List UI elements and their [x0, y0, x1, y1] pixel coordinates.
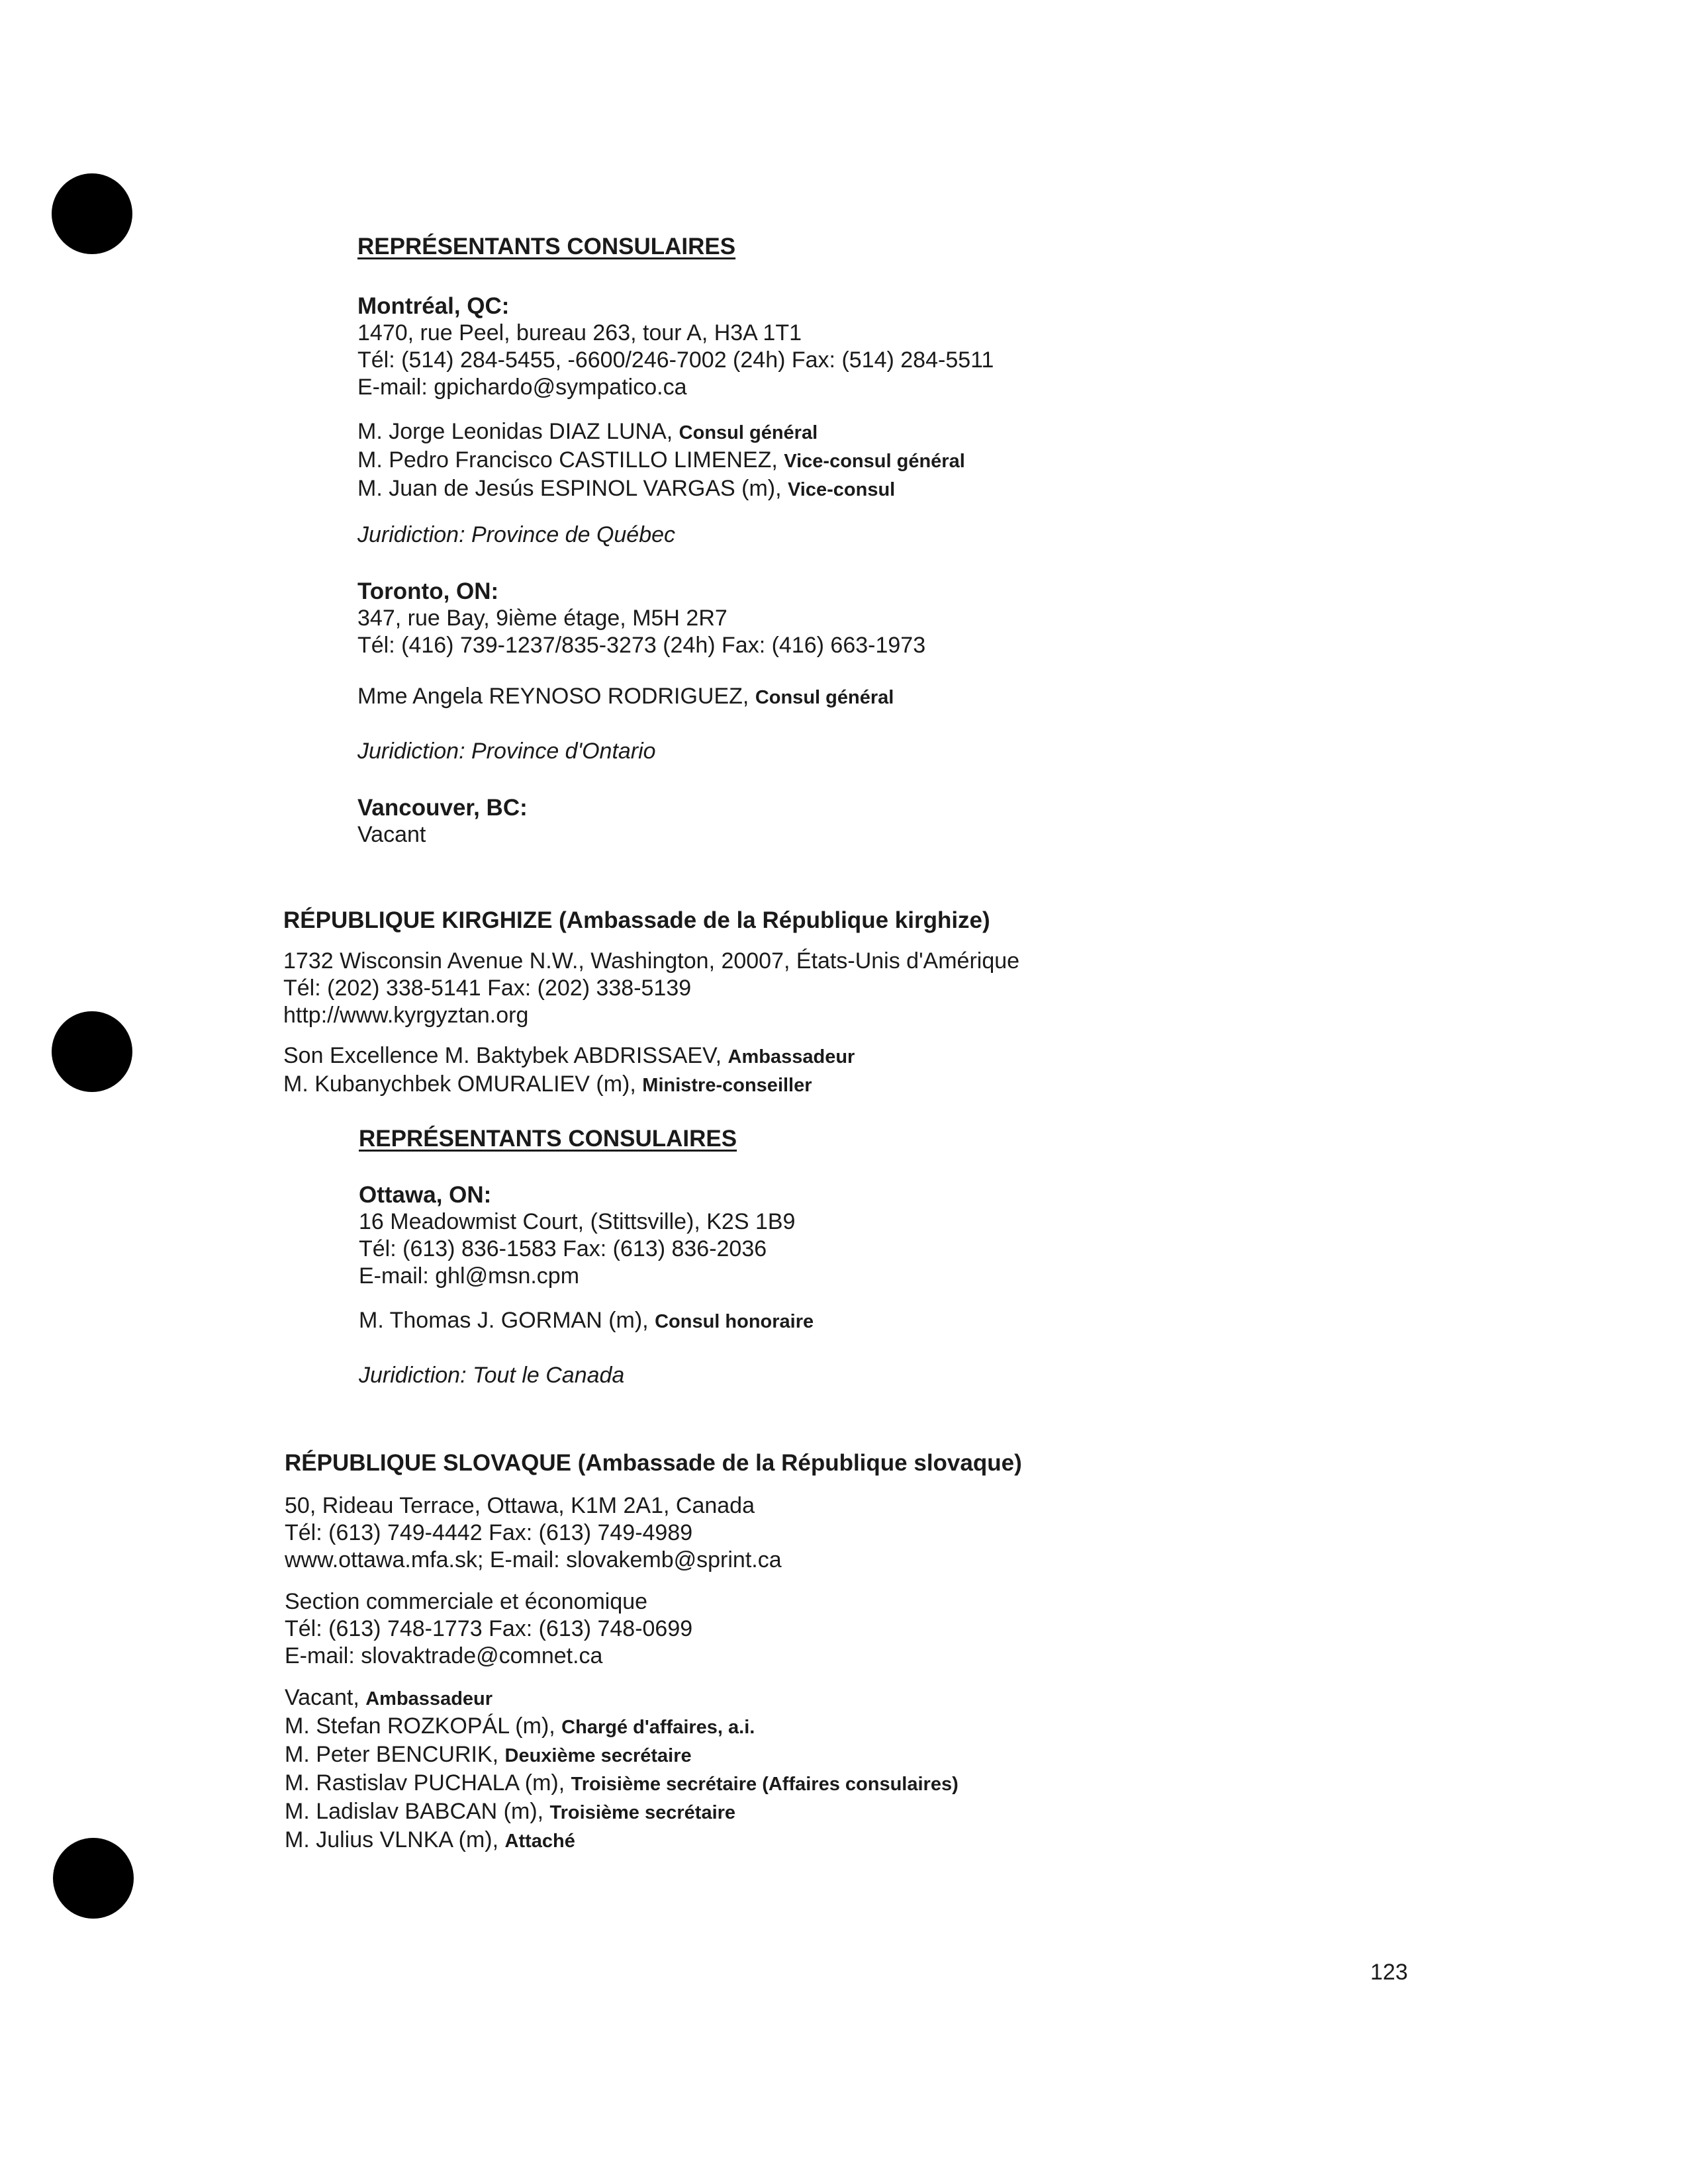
- kirghize-phone: Tél: (202) 338-5141 Fax: (202) 338-5139: [283, 976, 692, 1001]
- montreal-section: [357, 293, 994, 401]
- staff-role: Ambassadeur: [727, 1046, 855, 1068]
- montreal-staff: [357, 418, 965, 504]
- slovaque-web-email: www.ottawa.mfa.sk; E-mail: slovakemb@sprint.ca: [285, 1547, 782, 1572]
- staff-entry: [357, 418, 965, 447]
- slovaque-heading: RÉPUBLIQUE SLOVAQUE (Ambassade de la République slovaque): [285, 1450, 1022, 1476]
- kirghize-staff: [283, 1042, 855, 1099]
- consular-title-1: REPRÉSENTANTS CONSULAIRES: [357, 234, 736, 259]
- staff-name: M. Peter BENCURIK,: [285, 1742, 505, 1767]
- staff-name: M. Kubanychbek OMURALIEV (m),: [283, 1071, 643, 1097]
- punch-hole-bottom: [53, 1838, 134, 1919]
- montreal-phone: Tél: (514) 284-5455, -6600/246-7002 (24h) Fax: (514) 284-5511: [357, 347, 994, 373]
- staff-role: Consul général: [679, 422, 818, 443]
- staff-entry: [285, 1798, 959, 1827]
- vancouver-section: [357, 794, 528, 848]
- staff-name: M. Thomas J. GORMAN (m),: [359, 1308, 655, 1333]
- toronto-city: Toronto, ON:: [357, 578, 499, 604]
- consular-title-2: REPRÉSENTANTS CONSULAIRES: [359, 1126, 737, 1152]
- ottawa-address: 16 Meadowmist Court, (Stittsville), K2S 1B9: [359, 1209, 796, 1234]
- punch-hole-middle: [52, 1011, 132, 1092]
- staff-entry: [357, 683, 894, 711]
- slovaque-contact: [285, 1492, 782, 1574]
- staff-entry: [285, 1741, 959, 1770]
- commercial-phone: Tél: (613) 748-1773 Fax: (613) 748-0699: [285, 1616, 693, 1641]
- commercial-email: E-mail: slovaktrade@comnet.ca: [285, 1643, 603, 1668]
- commercial-title: Section commerciale et économique: [285, 1589, 648, 1614]
- ottawa-phone: Tél: (613) 836-1583 Fax: (613) 836-2036: [359, 1236, 767, 1261]
- staff-entry: [285, 1827, 959, 1855]
- ottawa-jurisdiction: Juridiction: Tout le Canada: [359, 1363, 625, 1388]
- slovaque-staff: [285, 1684, 959, 1855]
- vancouver-status: Vacant: [357, 822, 426, 847]
- staff-name: M. Jorge Leonidas DIAZ LUNA,: [357, 419, 679, 444]
- toronto-jurisdiction: Juridiction: Province d'Ontario: [357, 739, 656, 764]
- kirghize-address: 1732 Wisconsin Avenue N.W., Washington, 20007, États-Unis d'Amérique: [283, 948, 1020, 974]
- toronto-section: [357, 578, 925, 659]
- staff-role: Vice-consul: [787, 479, 896, 500]
- toronto-staff: [357, 683, 894, 711]
- staff-entry: [357, 475, 965, 504]
- kirghize-heading: RÉPUBLIQUE KIRGHIZE (Ambassade de la République kirghize): [283, 907, 990, 933]
- montreal-email: E-mail: gpichardo@sympatico.ca: [357, 375, 687, 400]
- montreal-city: Montréal, QC:: [357, 293, 510, 319]
- ottawa-email: E-mail: ghl@msn.cpm: [359, 1263, 580, 1289]
- ottawa-city: Ottawa, ON:: [359, 1182, 492, 1208]
- slovaque-phone: Tél: (613) 749-4442 Fax: (613) 749-4989: [285, 1520, 693, 1545]
- montreal-address: 1470, rue Peel, bureau 263, tour A, H3A 1T1: [357, 320, 802, 345]
- staff-role: Attaché: [504, 1831, 575, 1852]
- staff-name: M. Julius VLNKA (m),: [285, 1827, 505, 1852]
- staff-role: Chargé d'affaires, a.i.: [561, 1717, 755, 1738]
- staff-entry: [285, 1684, 959, 1713]
- staff-role: Vice-consul général: [784, 451, 965, 472]
- ottawa-staff: [359, 1307, 814, 1336]
- punch-hole-top: [52, 173, 132, 254]
- staff-role: Consul honoraire: [655, 1311, 814, 1332]
- staff-role: Troisième secrétaire (Affaires consulaires): [571, 1774, 959, 1795]
- page-number: 123: [1370, 1960, 1408, 1985]
- staff-name: M. Pedro Francisco CASTILLO LIMENEZ,: [357, 447, 784, 473]
- staff-name: M. Stefan ROZKOPÁL (m),: [285, 1713, 562, 1739]
- toronto-address: 347, rue Bay, 9ième étage, M5H 2R7: [357, 606, 727, 631]
- slovaque-commercial: [285, 1588, 692, 1670]
- montreal-jurisdiction: Juridiction: Province de Québec: [357, 522, 676, 547]
- staff-role: Consul général: [755, 687, 894, 708]
- staff-entry: [285, 1713, 959, 1741]
- staff-entry: [283, 1071, 855, 1099]
- kirghize-contact: [283, 948, 1019, 1029]
- slovaque-address: 50, Rideau Terrace, Ottawa, K1M 2A1, Canada: [285, 1493, 755, 1518]
- kirghize-web: http://www.kyrgyztan.org: [283, 1003, 529, 1028]
- ottawa-section: [359, 1181, 795, 1290]
- staff-entry: [285, 1770, 959, 1798]
- staff-role: Ministre-conseiller: [642, 1075, 812, 1096]
- staff-name: Mme Angela REYNOSO RODRIGUEZ,: [357, 684, 755, 709]
- staff-entry: [357, 447, 965, 475]
- toronto-phone: Tél: (416) 739-1237/835-3273 (24h) Fax: (416) 663-1973: [357, 633, 926, 658]
- staff-role: Ambassadeur: [365, 1688, 493, 1709]
- staff-entry: [283, 1042, 855, 1071]
- staff-name: M. Juan de Jesús ESPINOL VARGAS (m),: [357, 476, 788, 501]
- vancouver-city: Vancouver, BC:: [357, 795, 528, 821]
- staff-name: M. Rastislav PUCHALA (m),: [285, 1770, 571, 1796]
- staff-role: Troisième secrétaire: [549, 1802, 736, 1823]
- staff-entry: [359, 1307, 814, 1336]
- staff-name: Vacant,: [285, 1685, 366, 1710]
- staff-name: M. Ladislav BABCAN (m),: [285, 1799, 550, 1824]
- staff-name: Son Excellence M. Baktybek ABDRISSAEV,: [283, 1043, 728, 1068]
- staff-role: Deuxième secrétaire: [504, 1745, 692, 1766]
